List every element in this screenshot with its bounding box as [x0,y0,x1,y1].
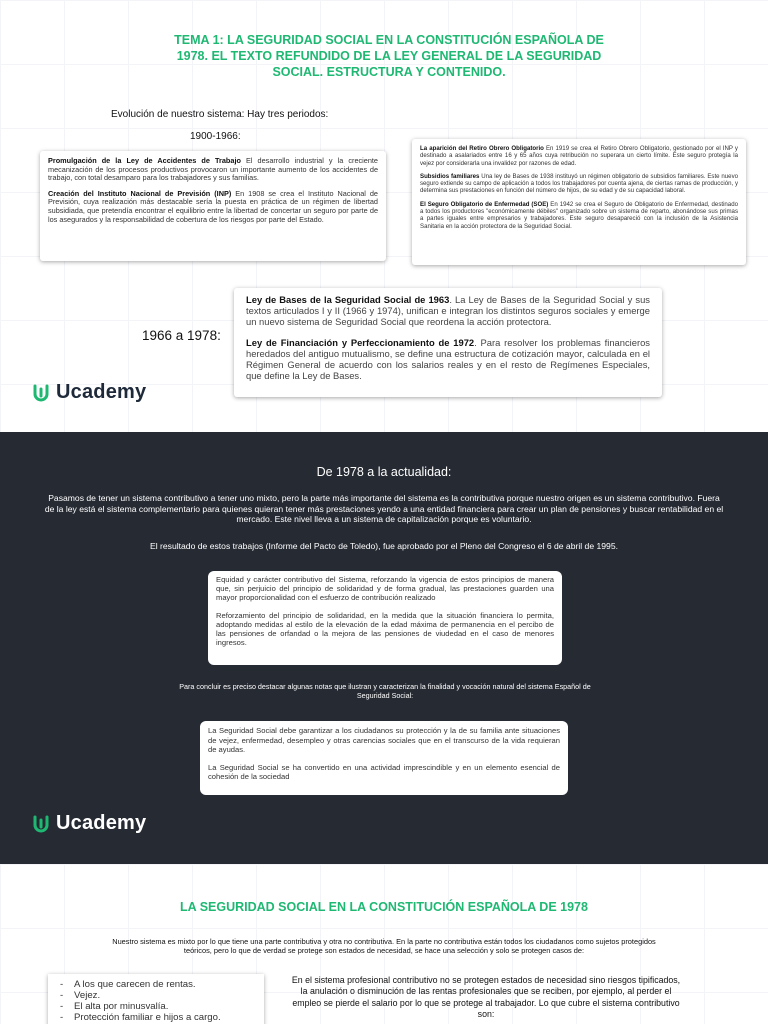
card-item-text: . La Ley de Bases de la Seguridad Social y sus textos articulados I y II (1966 y 1974), unifican e integran los distintos seguros sociales y emerge un nuevo sistema de Seguridad Social que reordena la acción protectora. [246,294,650,328]
slide-3-title: LA SEGURIDAD SOCIAL EN LA CONSTITUCIÓN ESPAÑOLA DE 1978 [180,900,588,914]
note-proteccion: La Seguridad Social debe garantizar a los ciudadanos su protección y la de su familia ante situaciones de vejez, enfermedad, desempleo y otras carencias sociales que en el transcurso de la vida requieran de ayudas. [208,726,560,755]
ucademy-logo-icon [32,383,50,403]
slide-2 [0,432,768,864]
card-item-accidentes [48,157,378,183]
card-1900-right [412,139,746,265]
periods-intro: Evolución de nuestro sistema: Hay tres periodos: [111,109,329,120]
card-item-title: Subsidios familiares [420,172,480,180]
slide-3-paragraph-1: Nuestro sistema es mixto por lo que tiene una parte contributiva y otra no contributiva. En la parte no contributiva están todos los ciudadanos como sujetos protegidos teóricos, pero lo que de verdad se protege son estados de necesidad, se hace una selección y solo se protegen casos de: [112,937,656,956]
list-item: - Vejez. [58,990,254,1001]
slide-2-heading: De 1978 a la actualidad: [316,465,452,479]
note-cohesion: La Seguridad Social se ha convertido en una actividad imprescindible y en un elemento esencial de cohesión de la sociedad [208,762,560,782]
card-item-ley-financiacion [246,337,650,382]
period-1966-1978-label: 1966 a 1978: [142,328,221,343]
slide-2-paragraph-3: Para concluir es preciso destacar algunas notas que ilustran y caracterizan la finalidad y vocación natural del sistema Español de Seguridad Social: [179,682,591,701]
card-1900-left [40,151,386,261]
ucademy-logo-text: Ucademy [56,812,147,834]
ucademy-logo [32,812,146,835]
principle-solidaridad: Reforzamiento del principio de solidaridad, en la medida que la situación financiera lo permita, adoptando medidas al estilo de la elevación de la edad máxima de permanencia en el percibo de las pensiones de orfandad o la mejora de las pensiones de viudedad en el caso de menores ingresos. [216,610,554,648]
protected-cases-list [48,974,264,1024]
list-item: - A los que carecen de rentas. [58,979,254,990]
card-item-text: En 1908 se crea el Instituto Nacional de Previsión, cuya realización más destacable sería la puesta en práctica de un régimen de libertad subsidiada, que pretendía encontrar el equilibrio entre la libertad de concertar un seguro por parte de los asegurados y la responsabilidad de cobertura de los riesgos por parte del Estado. [48,188,378,224]
card-item-title: Ley de Bases de la Seguridad Social de 1963 [246,294,450,305]
ucademy-logo-icon [32,814,50,834]
card-item-retiro [420,145,738,167]
card-item-title: La aparición del Retiro Obrero Obligatorio [420,145,544,152]
card-item-ley-bases [246,294,650,328]
social-security-notes-card [200,721,568,795]
ucademy-logo-text: Ucademy [56,381,147,403]
card-item-subsidios [420,173,738,195]
slide-1 [0,0,768,432]
card-item-title: Promulgación de la Ley de Accidentes de Trabajo [48,156,241,165]
card-item-text: . Para resolver los problemas financieros heredados del antiguo mutualismo, se define una estructura de cotización mayor, calculada en el Régimen General de acuerdo con los salarios reales y en el resto de Regímenes Especiales, que define la Ley de Bases. [246,336,650,382]
card-item-text: Una ley de Bases de 1938 instituyó un régimen obligatorio de subsidios familiares. Este nuevo seguro extiende su campo de aplicación a todos los trabajadores por cuenta ajena, de ciertas ramas de producción, y determina sus prestaciones en función del número de hijos, de su edad y de su capacidad laboral. [420,172,739,195]
principle-equidad: Equidad y carácter contributivo del Sistema, reforzando la vigencia de estos principios de manera que, sin perjuicio del principio de solidaridad y de forma gradual, las prestaciones guarden una mayor proporcionalidad con el esfuerzo de contribución realizado [216,575,554,603]
card-item-soe [420,201,738,230]
ucademy-logo [32,381,146,404]
slide-3 [0,864,768,1024]
card-item-text: El desarrollo industrial y la creciente mecanización de los procesos productivos provocaron un importante aumento de los accidentes de trabajo, con total desamparo para los trabajadores y sus familias. [48,156,378,183]
card-item-title: El Seguro Obligatorio de Enfermedad (SOE) [420,200,549,208]
slide-2-paragraph-2: El resultado de estos trabajos (Informe del Pacto de Toledo), fue aprobado por el Pleno del Congreso el 6 de abril de 1995. [149,541,619,551]
card-item-text: En 1942 se crea el Seguro de Obligatorio de Enfermedad, destinado a todos los productores "económicamente débiles" organizado sobre un sistema de reparto, abonándose sus primas a partes iguales entre empresarios y trabajadores. Este seguro desapareció con la inclusión de la Asistencia Sanitaria en la acción protectora de la Seguridad Social. [420,200,738,230]
card-item-text: En 1919 se crea el Retiro Obrero Obligatorio, gestionado por el INP y destinado a asalariados entre 16 y 65 años cuya retribución no superara un cierto límite. Este seguro protegía la vejez por considerarla una invalidez por razones de edad. [420,145,738,167]
card-1966-1978 [234,288,662,397]
list-item: - Protección familiar e hijos a cargo. [58,1012,254,1023]
slide-1-title: TEMA 1: LA SEGURIDAD SOCIAL EN LA CONSTITUCIÓN ESPAÑOLA DE 1978. EL TEXTO REFUNDIDO DE LA LEY GENERAL DE LA SEGURIDAD SOCIAL. ESTRUCTURA Y CONTENIDO. [174,33,604,79]
list-item: - El alta por minusvalía. [58,1001,254,1012]
period-1900-1966-label: 1900-1966: [190,131,241,142]
card-item-inp [48,190,378,224]
slide-3-paragraph-2: En el sistema profesional contributivo no se protegen estados de necesidad sino riesgos tipificados, la anulación o disminución de las rentas profesionales que se reciben, por ejemplo, al perder el empleo se pierde el salario por lo que se protege al trabajador. Lo que cubre el sistema contributivo son: [291,975,681,1020]
toledo-principles-card [208,571,562,665]
slide-2-paragraph-1: Pasamos de tener un sistema contributivo a tener uno mixto, pero la parte más importante del sistema es la contributiva porque nuestro origen es un sistema contributivo. Fuera de la ley está el sistema complementario para quienes quieran tener más prestaciones yendo a una entidad financiera para crear un plan de pensiones y buscar rentabilidad en el mercado. Este nivel lleva a un sistema de capitalización porque es voluntario. [44,493,724,525]
card-item-title: Ley de Financiación y Perfeccionamiento de 1972 [246,336,475,348]
card-item-title: Creación del Instituto Nacional de Previsión (INP) [48,188,232,198]
